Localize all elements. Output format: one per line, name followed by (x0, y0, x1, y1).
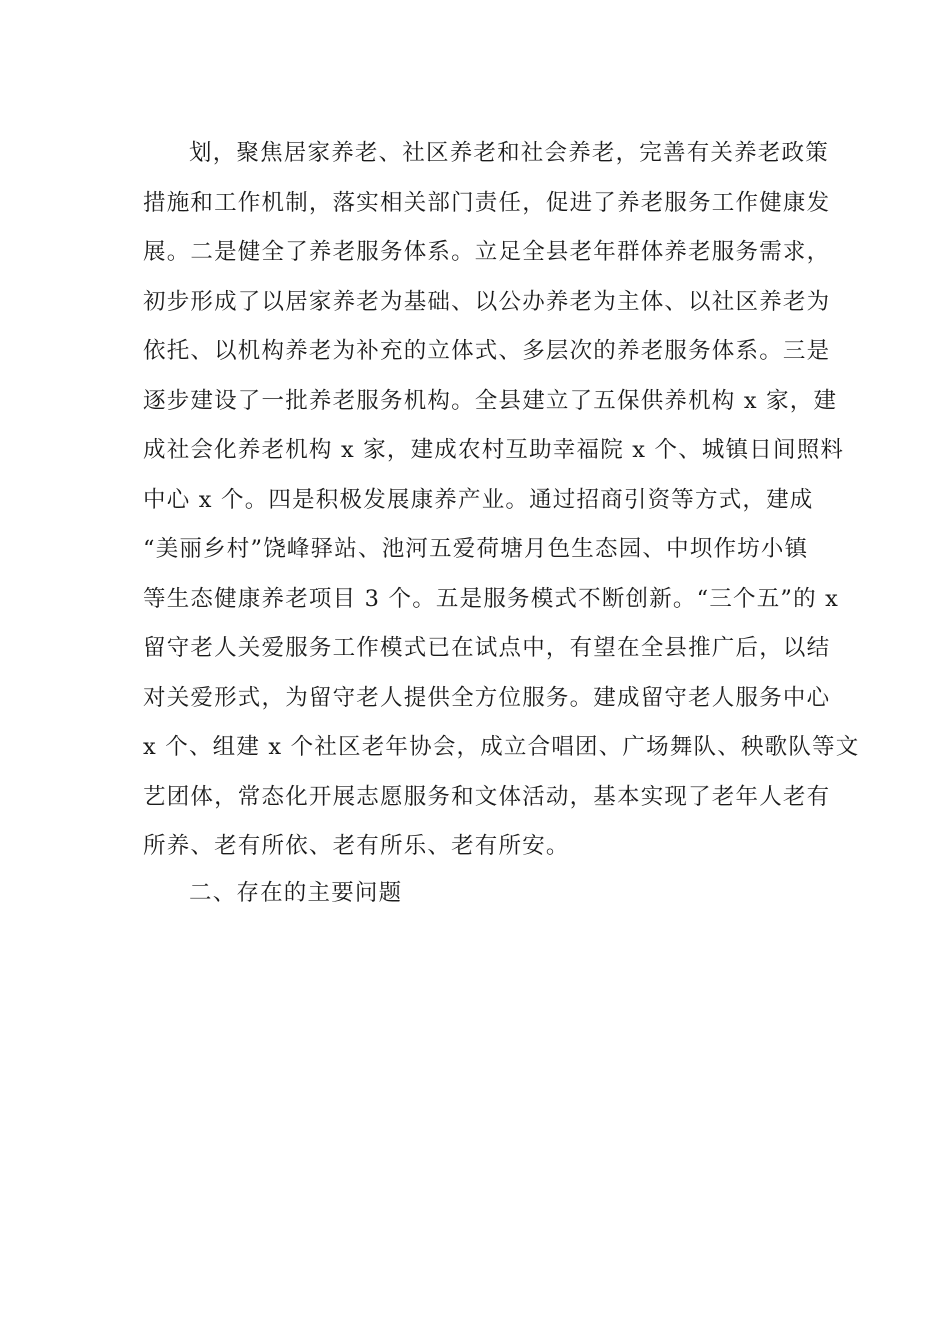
paragraph-line: 初步形成了以居家养老为基础、以公办养老为主体、以社区养老为 (143, 288, 831, 315)
paragraph-line: 措施和工作机制，落实相关部门责任，促进了养老服务工作健康发 (143, 189, 831, 216)
body-paragraph (143, 131, 860, 874)
paragraph-line: 所养、老有所依、老有所乐、老有所安。 (143, 833, 570, 859)
paragraph-line: 划，聚焦居家养老、社区养老和社会养老，完善有关养老政策 (189, 140, 829, 166)
paragraph-line: 展。二是健全了养老服务体系。立足全县老年群体养老服务需求， (143, 239, 831, 265)
paragraph-line: 依托、以机构养老为补充的立体式、多层次的养老服务体系。三是 (143, 338, 831, 364)
paragraph-line: “美丽乡村”饶峰驿站、池河五爱荷塘月色生态园、中坝作坊小镇 (143, 536, 809, 562)
paragraph-line: 对关爱形式，为留守老人提供全方位服务。建成留守老人服务中心 (143, 684, 831, 711)
paragraph-line: 成社会化养老机构 x 家，建成农村互助幸福院 x 个、城镇日间照料 (143, 437, 845, 463)
paragraph-line: x 个、组建 x 个社区老年协会，成立合唱团、广场舞队、秧歌队等文 (143, 734, 860, 760)
paragraph-line: 中心 x 个。四是积极发展康养产业。通过招商引资等方式，建成 (143, 486, 814, 513)
paragraph-line: 等生态健康养老项目 3 个。五是服务模式不断创新。“三个五”的 x (143, 585, 840, 612)
section-heading: 二、存在的主要问题 (189, 880, 403, 906)
paragraph-line: 逐步建设了一批养老服务机构。全县建立了五保供养机构 x 家，建 (143, 387, 838, 414)
paragraph-line: 留守老人关爱服务工作模式已在试点中，有望在全县推广后，以结 (143, 635, 831, 661)
paragraph-line: 艺团体，常态化开展志愿服务和文体活动，基本实现了老年人老有 (143, 783, 831, 810)
